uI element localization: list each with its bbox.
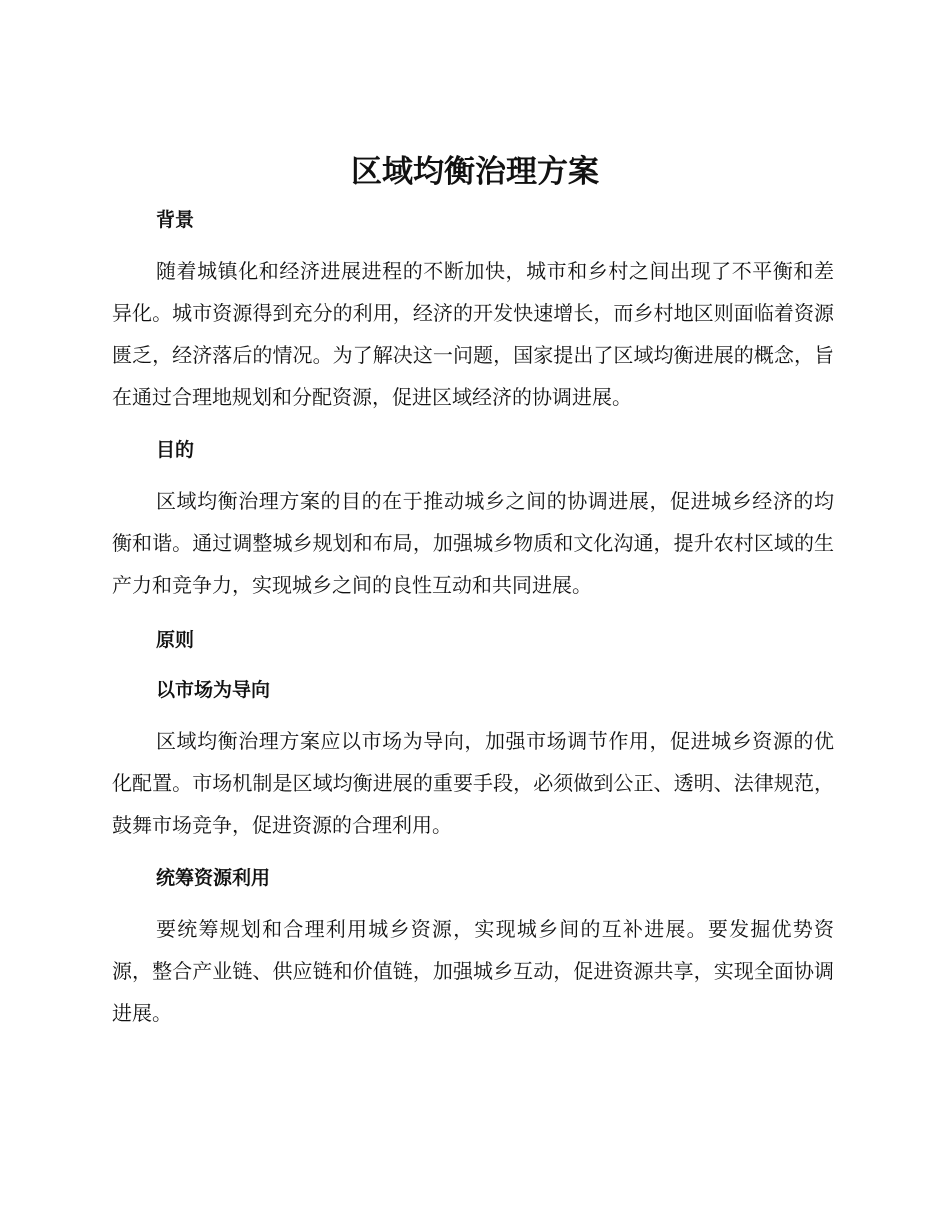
- section-paragraph-purpose: 区域均衡治理方案的目的在于推动城乡之间的协调进展，促进城乡经济的均衡和谐。通过调整城乡规划和布局，加强城乡物质和文化沟通，提升农村区域的生产力和竞争力，实现城乡之间的良性互动和共同进展。: [112, 489, 834, 597]
- section-paragraph-market-oriented: 区域均衡治理方案应以市场为导向，加强市场调节作用，促进城乡资源的优化配置。市场机制是区域均衡进展的重要手段，必须做到公正、透明、法律规范，鼓舞市场竞争，促进资源的合理利用。: [112, 729, 834, 837]
- document-title: 区域均衡治理方案: [351, 154, 599, 190]
- section-resource-coordination: [112, 858, 834, 1034]
- section-heading-market-oriented: 以市场为导向: [156, 679, 271, 701]
- section-heading-purpose: 目的: [156, 439, 195, 461]
- section-paragraph-background: 随着城镇化和经济进展进程的不断加快，城市和乡村之间出现了不平衡和差异化。城市资源得到充分的利用，经济的开发快速增长，而乡村地区则面临着资源匮乏，经济落后的情况。为了解决这一问题，国家提出了区域均衡进展的概念，旨在通过合理地规划和分配资源，促进区域经济的协调进展。: [112, 259, 834, 409]
- section-heading-background: 背景: [156, 209, 195, 231]
- section-background: [112, 200, 834, 418]
- section-paragraph-resource-coordination: 要统筹规划和合理利用城乡资源，实现城乡间的互补进展。要发掘优势资源，整合产业链、供应链和价值链，加强城乡互动，促进资源共享，实现全面协调进展。: [112, 917, 834, 1025]
- section-heading-resource-coordination: 统筹资源利用: [156, 867, 271, 889]
- section-principles: [112, 620, 834, 660]
- section-purpose: [112, 430, 834, 606]
- section-market-oriented: [112, 670, 834, 846]
- section-heading-principles: 原则: [156, 629, 195, 651]
- document-body: [112, 200, 834, 1034]
